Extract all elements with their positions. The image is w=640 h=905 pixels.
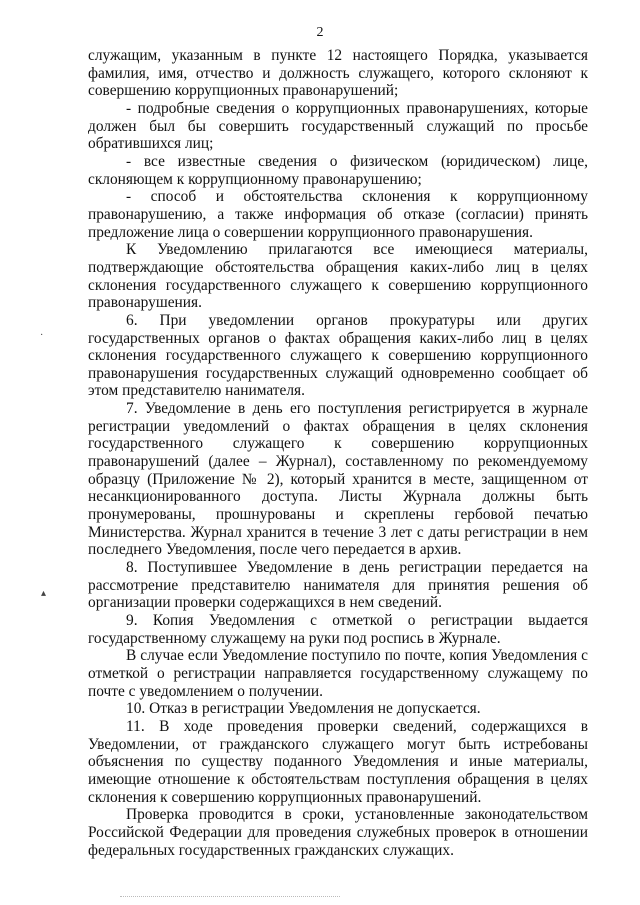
paragraph-continuation: служащим, указанным в пункте 12 настоящего Порядка, указывается фамилия, имя, отчество и должность служащего, которого склоняют к совершению коррупционных правонарушений; [88, 47, 588, 100]
paragraph-item-6: 6. При уведомлении органов прокуратуры или других государственных органов о фактах обращения каких-либо лиц в целях склонения государственного служащего к совершению коррупционного правонарушения государственных служащий одновременно сообщает об этом представителю нанимателя. [88, 311, 588, 400]
paragraph-item-8: 8. Поступившее Уведомление в день регистрации передается на рассмотрение представителю нанимателя для принятия решения об организации проверки содержащихся в нем сведений. [88, 559, 588, 612]
paragraph-postal-case: В случае если Уведомление поступило по почте, копия Уведомления с отметкой о регистрации направляется государственному служащему по почте с уведомлением о получении. [88, 647, 588, 700]
document-body [88, 47, 588, 859]
scan-speck: ▴ [41, 588, 47, 599]
paragraph-item-7: 7. Уведомление в день его поступления регистрируется в журнале регистрации уведомлений о фактах обращения в целях склонения государственного служащего к совершению коррупционных правонарушений (далее – Журнал), составленному по рекомендуемому образцу (Приложение № 2), который хранится в месте, защищенном от несанкционированного доступа. Листы Журнала должны быть пронумерованы, прошнурованы и скреплены гербовой печатью Министерства. Журнал хранится в течение 3 лет с даты регистрации в нем последнего Уведомления, после чего передается в архив. [88, 400, 588, 559]
paragraph-item-9: 9. Копия Уведомления с отметкой о регистрации выдается государственному служащему на руки под роспись в Журнале. [88, 612, 588, 647]
paragraph-method-list-item: - способ и обстоятельства склонения к коррупционному правонарушению, а также информация об отказе (согласии) принять предложение лица о совершении коррупционного правонарушения. [88, 188, 588, 241]
paragraph-person-info-list-item: - все известные сведения о физическом (юридическом) лице, склоняющем к коррупционному правонарушению; [88, 152, 588, 188]
paragraph-item-11: 11. В ходе проведения проверки сведений, содержащихся в Уведомлении, от гражданского служащего могут быть истребованы объяснения по существу поданного Уведомления и иные материалы, имеющие отношение к обстоятельствам поступления обращения в целях склонения к совершению коррупционных правонарушений. [88, 717, 588, 806]
paragraph-inspection-terms: Проверка проводится в сроки, установленные законодательством Российской Федерации для проведения служебных проверок в отношении федеральных государственных гражданских служащих. [88, 806, 588, 859]
paragraph-attachments: К Уведомлению прилагаются все имеющиеся материалы, подтверждающие обстоятельства обращения каких-либо лиц в целях склонения государственного служащего к совершению коррупционного правонарушения. [88, 241, 588, 312]
scan-edge-dots [120, 896, 340, 897]
paragraph-details-list-item: - подробные сведения о коррупционных правонарушениях, которые должен был бы совершить государственный служащий по просьбе обратившихся лиц; [88, 99, 588, 153]
page-number: 2 [316, 25, 324, 40]
paragraph-item-10: 10. Отказ в регистрации Уведомления не допускается. [126, 700, 481, 718]
scan-speck: · [40, 330, 44, 341]
